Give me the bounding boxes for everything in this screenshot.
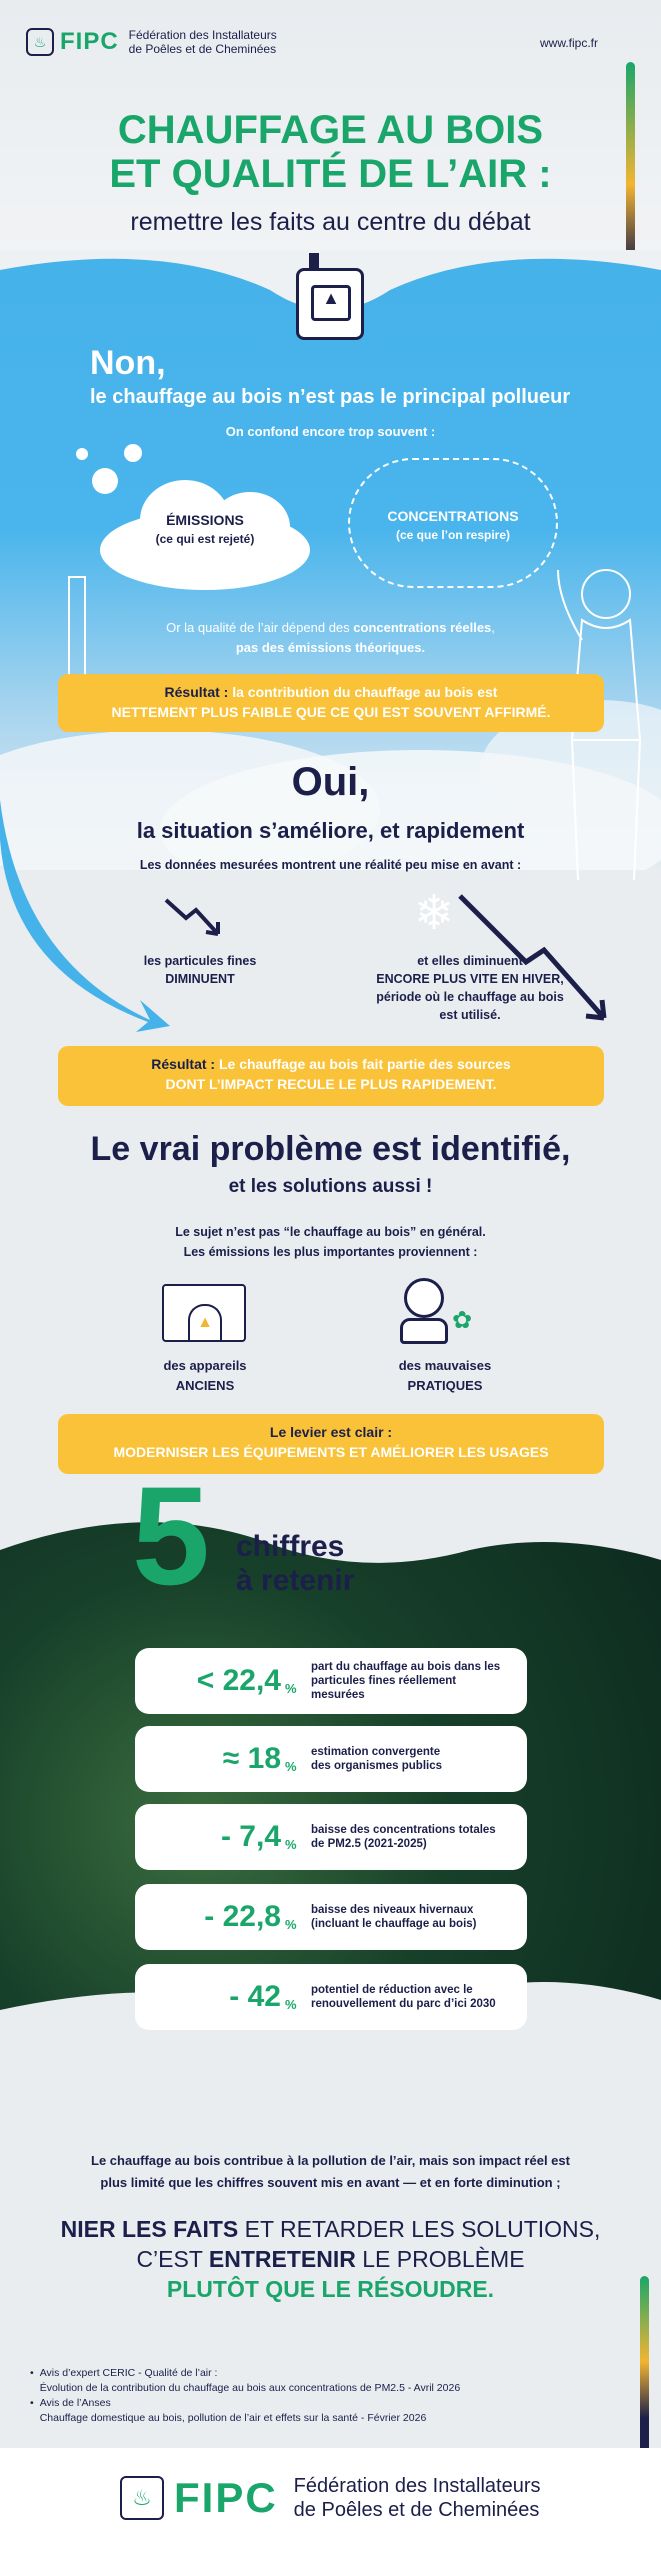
particles-text: les particules fines DIMINUENT bbox=[143, 954, 257, 986]
winter-text: et elles diminuent ENCORE PLUS VITE EN HIVER, période où le chauffage au bois est utilisé. bbox=[376, 954, 564, 1022]
concentrations-label: CONCENTRATIONS bbox=[387, 508, 519, 524]
conclusion-text: Le chauffage au bois contribue à la pollution de l’air, mais son impact réel est plus limité que les chiffres souvent mis en avant — et en forte diminution ; bbox=[91, 2153, 570, 2190]
result-box-1: Résultat : la contribution du chauffage au bois est NETTEMENT PLUS FAIBLE QUE CE QUI EST SOUVENT AFFIRMÉ. bbox=[58, 674, 604, 732]
source-item: • Avis d’expert CERIC - Qualité de l’air : Évolution de la contribution du chauffage au bois aux concentrations de PM2.5 - Avril 2026 bbox=[30, 2367, 461, 2394]
emissions-sub: (ce qui est rejeté) bbox=[155, 532, 255, 546]
section-non-subheading: le chauffage au bois n’est pas le principal pollueur bbox=[90, 386, 571, 408]
section-oui-heading: Oui, bbox=[291, 760, 370, 804]
plant-icon: ✿ bbox=[452, 1307, 473, 1334]
result-box-2: Résultat : Le chauffage au bois fait partie des sources DONT L’IMPACT RECULE LE PLUS RAPIDEMENT. bbox=[58, 1046, 604, 1106]
footer-logo[interactable] bbox=[120, 2474, 540, 2522]
stat-card: - 7,4 % baisse des concentrations totales de PM2.5 (2021-2025) bbox=[135, 1804, 527, 1870]
stat-value: - 7,4 bbox=[220, 1820, 281, 1853]
figures-title: chiffres à retenir bbox=[236, 1530, 355, 1597]
flame-icon: ♨ bbox=[26, 28, 54, 56]
section-non-note: Or la qualité de l’air dépend des concentrations réelles, pas des émissions théoriques. bbox=[166, 620, 495, 655]
old-appliances-text: des appareils ANCIENS bbox=[163, 1358, 247, 1393]
snowflake-icon: ❄ bbox=[414, 887, 455, 940]
section-oui-subheading: la situation s’améliore, et rapidement bbox=[136, 818, 525, 843]
main-title-line1: CHAUFFAGE AU BOIS bbox=[117, 108, 544, 152]
section-problem-subheading: et les solutions aussi ! bbox=[228, 1176, 433, 1197]
stat-card: ≈ 18 % estimation convergente des organismes publics bbox=[135, 1726, 527, 1792]
section-oui-lead: Les données mesurées montrent une réalité peu mise en avant : bbox=[139, 858, 522, 872]
section-non-heading: Non, bbox=[90, 344, 166, 382]
lever-box: Le levier est clair : MODERNISER LES ÉQUIPEMENTS ET AMÉLIORER LES USAGES bbox=[58, 1414, 604, 1474]
trend-down-icon bbox=[160, 888, 230, 948]
stat-card: - 22,8 % baisse des niveaux hivernaux (incluant le chauffage au bois) bbox=[135, 1884, 527, 1950]
big-number-five: 5 bbox=[132, 1457, 210, 1614]
stat-card: < 22,4 % part du chauffage au bois dans les particules fines réellement mesurées bbox=[135, 1648, 527, 1714]
stat-card: - 42 % potentiel de réduction avec le renouvellement du parc d’ici 2030 bbox=[135, 1964, 527, 2030]
stat-value: - 42 bbox=[229, 1980, 281, 2013]
conclusion-statement: NIER LES FAITS ET RETARDER LES SOLUTIONS, C’EST ENTRETENIR LE PROBLÈME PLUTÔT QUE LE RÉSOUDRE. bbox=[60, 2216, 601, 2302]
section-problem-heading: Le vrai problème est identifié, bbox=[90, 1130, 571, 1168]
stat-value: ≈ 18 bbox=[222, 1742, 281, 1775]
org-name-line1: Fédération des Installateurs bbox=[128, 28, 277, 42]
astronaut-body bbox=[400, 1318, 448, 1344]
concentrations-sub: (ce que l’on respire) bbox=[395, 528, 511, 542]
section-problem-lead: Le sujet n’est pas “le chauffage au bois” en général. Les émissions les plus importantes proviennent : bbox=[175, 1225, 486, 1259]
fireplace-icon: ▲ bbox=[162, 1284, 246, 1342]
section-non-lead: On confond encore trop souvent : bbox=[225, 424, 436, 439]
stat-value: < 22,4 bbox=[196, 1664, 281, 1697]
cloud-emissions bbox=[100, 480, 310, 590]
cloud-concentrations bbox=[348, 458, 558, 588]
puff-icon bbox=[92, 468, 118, 494]
source-item: • Avis de l’Anses Chauffage domestique au bois, pollution de l’air et effets sur la santé - Février 2026 bbox=[30, 2397, 427, 2424]
puff-icon bbox=[124, 444, 142, 462]
website-link[interactable]: www.fipc.fr bbox=[540, 36, 599, 50]
org-name-line2: de Poêles et de Cheminées bbox=[128, 42, 277, 56]
puff-icon bbox=[76, 448, 88, 460]
footer-org-line1: Fédération des Installateurs bbox=[293, 2475, 541, 2497]
emissions-label: ÉMISSIONS bbox=[166, 512, 244, 528]
main-title-line2: ET QUALITÉ DE L’AIR : bbox=[109, 152, 552, 196]
main-subtitle: remettre les faits au centre du débat bbox=[130, 208, 531, 236]
sources-list bbox=[30, 2366, 620, 2426]
footer-org-line2: de Poêles et de Cheminées bbox=[293, 2499, 540, 2521]
astronaut-icon bbox=[404, 1278, 444, 1318]
footer-logo-text: FIPC bbox=[174, 2474, 278, 2521]
logo-text: FIPC bbox=[60, 28, 119, 55]
stove-icon: ▲ bbox=[296, 268, 364, 340]
decor-bar-bottom bbox=[640, 2276, 649, 2466]
flame-icon: ♨ bbox=[120, 2476, 164, 2520]
stat-value: - 22,8 bbox=[204, 1900, 281, 1933]
header-logo[interactable] bbox=[26, 28, 277, 56]
bad-practices-text: des mauvaises PRATIQUES bbox=[398, 1358, 492, 1393]
swoosh-arrow-decor bbox=[0, 780, 180, 1040]
